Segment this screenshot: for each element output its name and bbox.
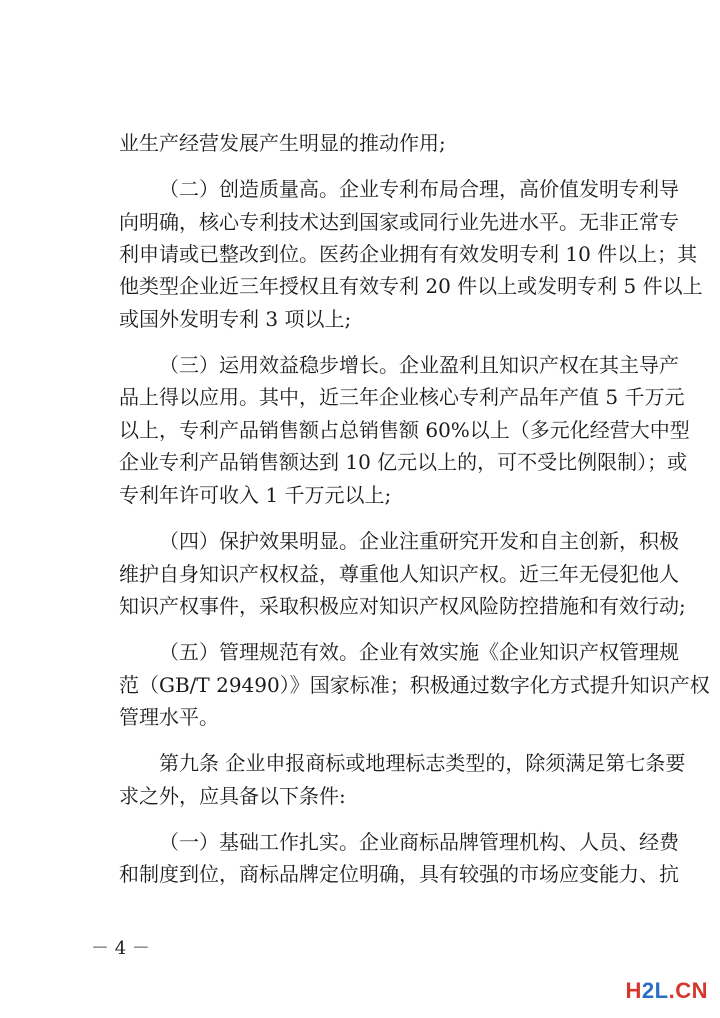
paragraph-line: 和制度到位，商标品牌定位明确，具有较强的市场应变能力、抗 xyxy=(119,862,679,886)
paragraph-line: 维护自身知识产权权益，尊重他人知识产权。近三年无侵犯他人 xyxy=(119,562,679,586)
paragraph-line: 或国外发明专利 3 项以上; xyxy=(119,307,352,331)
page-number: － 4 － xyxy=(91,938,150,959)
paragraph-line: （四）保护效果明显。企业注重研究开发和自主创新，积极 xyxy=(159,529,679,553)
paragraph-line: 品上得以应用。其中，近三年企业核心专利产品年产值 5 千万元 xyxy=(119,385,685,409)
paragraph-line: 他类型企业近三年授权且有效专利 20 件以上或发明专利 5 件以上 xyxy=(119,274,703,298)
paragraph-line: 知识产权事件，采取积极应对知识产权风险防控措施和有效行动; xyxy=(119,594,686,618)
watermark-part: .CN xyxy=(668,978,708,1003)
paragraph-line: 求之外，应具备以下条件: xyxy=(119,784,346,808)
paragraph-line: 专利年许可收入 1 千万元以上; xyxy=(119,483,392,507)
article-heading-line: 第九条 企业申报商标或地理标志类型的，除须满足第七条要 xyxy=(159,751,686,775)
paragraph-line: （一）基础工作扎实。企业商标品牌管理机构、人员、经费 xyxy=(159,830,679,854)
paragraph-line: （五）管理规范有效。企业有效实施《企业知识产权管理规 xyxy=(159,640,679,664)
paragraph-line: （三）运用效益稳步增长。企业盈利且知识产权在其主导产 xyxy=(159,353,679,377)
paragraph-line: 以上，专利产品销售额占总销售额 60%以上（多元化经营大中型 xyxy=(119,418,690,442)
paragraph-line: 利申请或已整改到位。医药企业拥有有效发明专利 10 件以上；其 xyxy=(119,242,698,266)
paragraph-line: 向明确，核心专利技术达到国家或同行业先进水平。无非正常专 xyxy=(119,210,679,234)
watermark-part: H xyxy=(625,978,642,1003)
paragraph-line: 业生产经营发展产生明显的推动作用; xyxy=(119,131,446,155)
paragraph-line: 管理水平。 xyxy=(119,705,219,729)
site-watermark-logo xyxy=(626,978,708,1004)
paragraph-line: 企业专利产品销售额达到 10 亿元以上的，可不受比例限制）；或 xyxy=(119,450,688,474)
watermark-part: 2L xyxy=(641,978,669,1003)
paragraph-line: （二）创造质量高。企业专利布局合理，高价值发明专利导 xyxy=(159,177,679,201)
paragraph-line: 范（GB/T 29490）》国家标准；积极通过数字化方式提升知识产权 xyxy=(119,673,710,697)
